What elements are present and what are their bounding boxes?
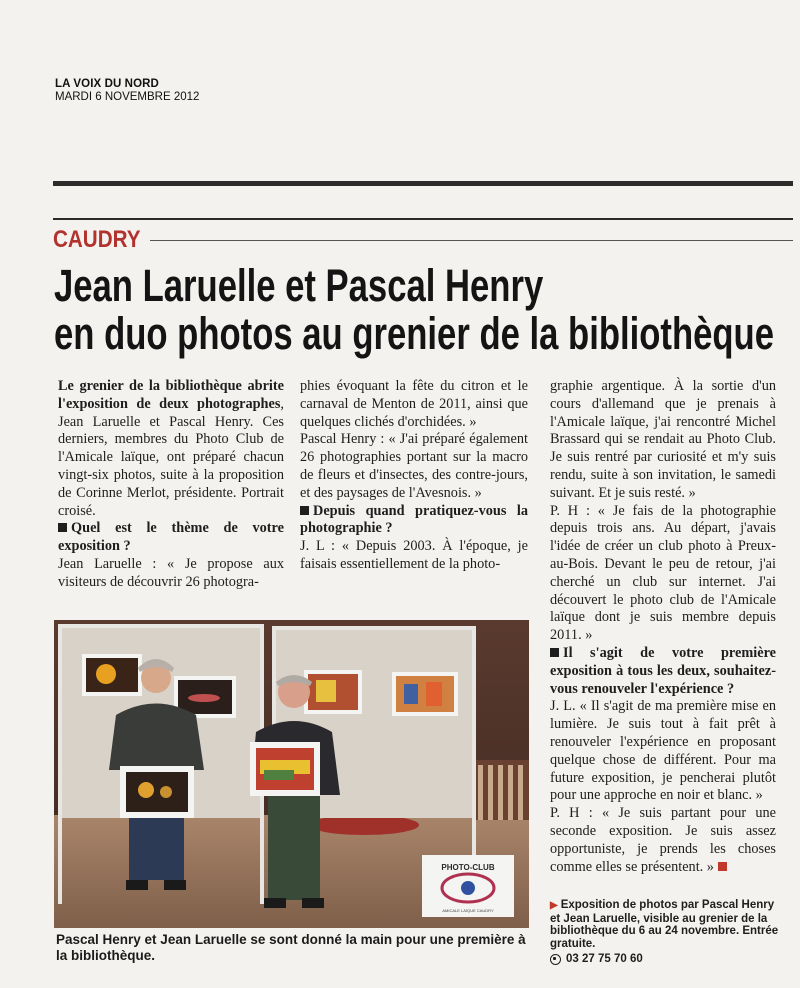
phone-icon	[550, 954, 561, 965]
exhibition-info-text: Exposition de photos par Pascal Henry et Jean Laruelle, visible au grenier de la bibliothèque du 6 au 24 novembre. Entrée gratuite.	[550, 899, 779, 950]
article-photo	[54, 620, 529, 928]
square-bullet-icon	[300, 506, 309, 515]
square-bullet-icon	[58, 523, 67, 532]
section-rule	[53, 218, 793, 220]
answer-1-cont: phies évoquant la fête du citron et le carnaval de Menton de 2011, ainsi que quelques clichés d'orchidées. »	[300, 378, 528, 430]
end-of-article-mark	[718, 862, 727, 871]
question-1	[58, 520, 284, 556]
lead-paragraph	[58, 378, 284, 520]
answer-3-henry	[550, 805, 776, 876]
headline-line-2: en duo photos au grenier de la bibliothèque	[54, 308, 774, 359]
photo-club-sign-title: PHOTO-CLUB	[441, 863, 495, 872]
exhibition-photo-image	[54, 620, 529, 928]
masthead	[55, 78, 199, 103]
photo-club-sign-subtitle: AMICALE LAÏQUE CAUDRY	[442, 908, 494, 913]
triangle-bullet-icon: ▶	[550, 900, 558, 911]
answer-1: Jean Laruelle : « Je propose aux visiteurs de découvrir 26 photogra-	[58, 555, 284, 590]
answer-2: J. L : « Depuis 2003. À l'époque, je faisais essentiellement de la photo-	[300, 538, 528, 572]
answer-3-laruelle: J. L. « Il s'agit de ma première mise en lumière. Je suis tout à fait prêt à renouveler l'expérience en proposant quelque chose de différent. Pour ma future exposition, je pencherai plutôt pour une approche en noir et blanc. »	[550, 698, 776, 804]
article-column-3	[550, 378, 776, 876]
square-bullet-icon	[550, 648, 559, 657]
lead-rest: , Jean Laruelle et Pascal Henry. Ces derniers, membres du Photo Club de l'Amicale laïque, ont préparé chacun vingt-six photos, suite à la proposition de Corinne Merlot, présidente. Portrait croisé.	[58, 395, 284, 519]
headline-line-1: Jean Laruelle et Pascal Henry	[54, 260, 544, 311]
answer-2-cont: graphie argentique. À la sortie d'un cours d'allemand que je prenais à l'Amicale laïque, j'ai rencontré Michel Brassard qui se rendait au Photo Club. Je suis rentré par curiosité et m'y suis rendu, suite à son invitation, le samedi suivant. Et je suis resté. »	[550, 378, 776, 501]
phone-line	[550, 953, 780, 966]
question-3-text: Il s'agit de votre première exposition à tous les deux, souhaitez-vous renouveler l'expérience ?	[550, 644, 776, 697]
answer-2-henry: P. H : « Je fais de la photographie depuis trois ans. Au départ, j'avais l'idée de créer un club photo à Preux-au-Bois. Devant le peu de retour, j'ai cherché un club sur internet. J'ai découvert le photo club de l'Amicale laïque dont je suis membre depuis 2011. »	[550, 502, 776, 644]
section-divider	[150, 240, 793, 241]
answer-3-henry-text: P. H : « Je suis partant pour une seconde exposition. Je suis assez opportuniste, je prends les choses comme elles se présentent. »	[550, 805, 776, 875]
masthead-rule	[53, 181, 793, 186]
publication-date: MARDI 6 NOVEMBRE 2012	[55, 91, 200, 103]
phone-number: 03 27 75 70 60	[566, 953, 643, 965]
article-column-2	[300, 378, 528, 574]
newspaper-name: LA VOIX DU NORD	[55, 78, 159, 90]
answer-1-henry: Pascal Henry : « J'ai préparé également 26 photographies portant sur la macro de fleurs et d'insectes, des contre-jours, et des paysages de l'Avesnois. »	[300, 431, 528, 501]
question-2	[300, 503, 528, 539]
question-3	[550, 645, 776, 698]
info-box	[550, 899, 780, 966]
section-label: CAUDRY	[53, 226, 141, 253]
question-1-text: Quel est le thème de votre exposition ?	[58, 520, 284, 555]
headline	[54, 260, 774, 359]
lead-bold: Le grenier de la bibliothèque abrite l'exposition de deux photographes	[58, 378, 284, 412]
exhibition-info	[550, 899, 780, 950]
question-2-text: Depuis quand pratiquez-vous la photographie ?	[300, 502, 528, 537]
photo-caption: Pascal Henry et Jean Laruelle se sont donné la main pour une première à la bibliothèque.	[56, 932, 526, 963]
article-column-1	[58, 378, 284, 592]
